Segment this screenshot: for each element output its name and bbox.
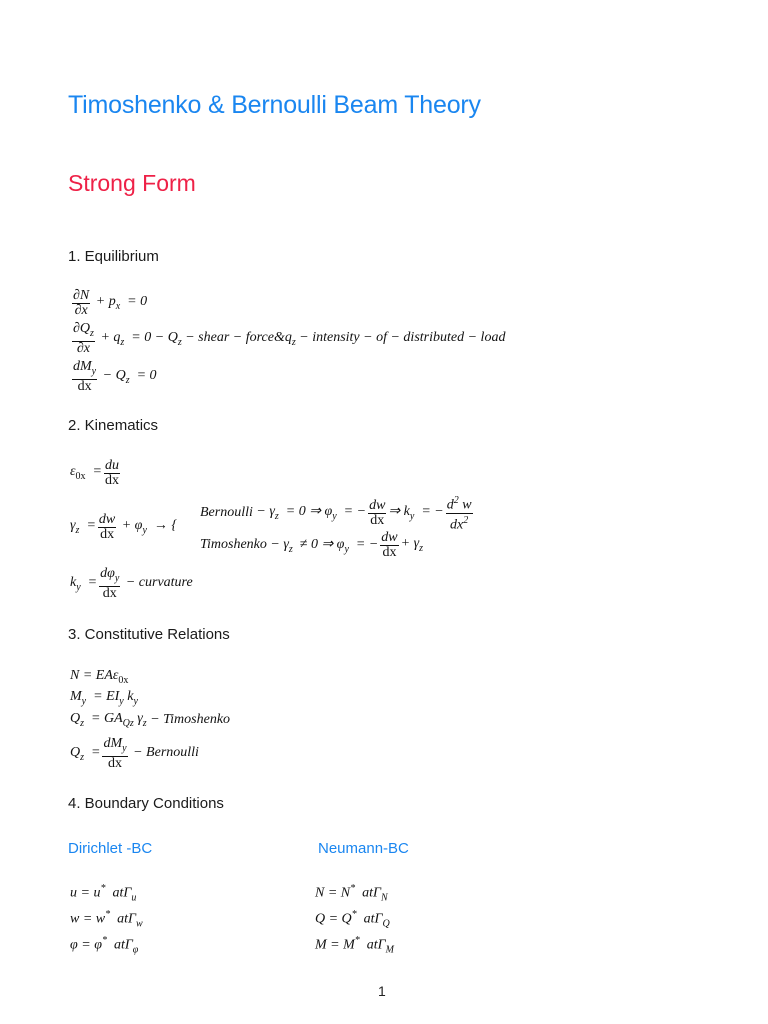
bc-displacement-w: w = w* atΓ$_w$ bbox=[70, 909, 143, 930]
equation-shear-equilibrium: $\frac{\partial Q_z}{\partial x}$ + $q_z = 0 - Q_z$ − shear − force&q $_z$ − intensity − of − distributed − load bbox=[73, 321, 506, 356]
equation-axial-strain: $\varepsilon_{0x}$ = $\frac{du}{dx}$ bbox=[70, 458, 119, 488]
equation-bernoulli-case: Bernoulli − $\gamma_z = 0$ ⇒ $\varphi_y$ = − $\frac{dw}{dx}$ ⇒ $k_y$ = − $\frac{d^2 w}{dx^2}$ bbox=[200, 495, 472, 533]
section-title-strong-form: Strong Form bbox=[68, 170, 196, 196]
timoshenko-label: Timoshenko bbox=[200, 537, 267, 552]
equation-moment-equilibrium: $\frac{dM_y}{dx}$ − $Q_z = 0$ bbox=[73, 359, 157, 394]
equation-normal-force: N = EAε$_{0x}$ bbox=[70, 668, 129, 686]
page-title: Timoshenko & Bernoulli Beam Theory bbox=[68, 91, 481, 119]
equation-shear-timoshenko: $Q_z = GA_{Qz}$ $\gamma_z$ − Timoshenko bbox=[70, 711, 231, 729]
bernoulli-label: Bernoulli bbox=[200, 504, 253, 520]
heading-constitutive-relations: 3. Constitutive Relations bbox=[68, 626, 230, 643]
shear-force-label: − shear − force&q bbox=[185, 330, 292, 346]
bc-rotation-phi: φ = φ* atΓ$_\varphi$ bbox=[70, 935, 139, 956]
heading-boundary-conditions: 4. Boundary Conditions bbox=[68, 795, 224, 812]
page-number: 1 bbox=[378, 983, 386, 999]
equation-bending-moment: $M_y = EI_y$ $k_y$ bbox=[70, 689, 138, 707]
heading-equilibrium: 1. Equilibrium bbox=[68, 248, 159, 265]
neumann-bc-heading: Neumann-BC bbox=[318, 840, 409, 857]
equation-curvature: $k_y$ = $\frac{d\varphi_y}{dx}$ − curvature bbox=[70, 566, 193, 601]
heading-kinematics: 2. Kinematics bbox=[68, 417, 159, 434]
equation-timoshenko-case: Timoshenko − $\gamma_z \ne 0$ ⇒ $\varphi_y$ = − $\frac{dw}{dx}$ + $\gamma_z$ bbox=[200, 530, 424, 560]
curvature-label: − curvature bbox=[125, 575, 193, 591]
equation-axial-equilibrium: $\frac{\partial N}{\partial x}$ + $p_x = 0$ bbox=[73, 288, 148, 318]
bc-moment-m: M = M* atΓ$_M$ bbox=[315, 935, 394, 956]
bernoulli-relation-label: − Bernoulli bbox=[133, 745, 199, 761]
distributed-load-label: − intensity − of − distributed − load bbox=[299, 330, 506, 346]
timoshenko-relation-label: − Timoshenko bbox=[150, 711, 231, 727]
bc-force-n: N = N* atΓ$_N$ bbox=[315, 883, 388, 904]
bc-displacement-u: u = u* atΓ$_u$ bbox=[70, 883, 137, 904]
bc-force-q: Q = Q* atΓ$_Q$ bbox=[315, 909, 390, 930]
dirichlet-bc-heading: Dirichlet -BC bbox=[68, 840, 153, 857]
equation-shear-strain: $\gamma_z$ = $\frac{dw}{dx}$ + $\varphi_y$ → { bbox=[70, 512, 177, 542]
equation-shear-bernoulli: $Q_z$ = $\frac{dM_y}{dx}$ − Bernoulli bbox=[70, 736, 199, 771]
